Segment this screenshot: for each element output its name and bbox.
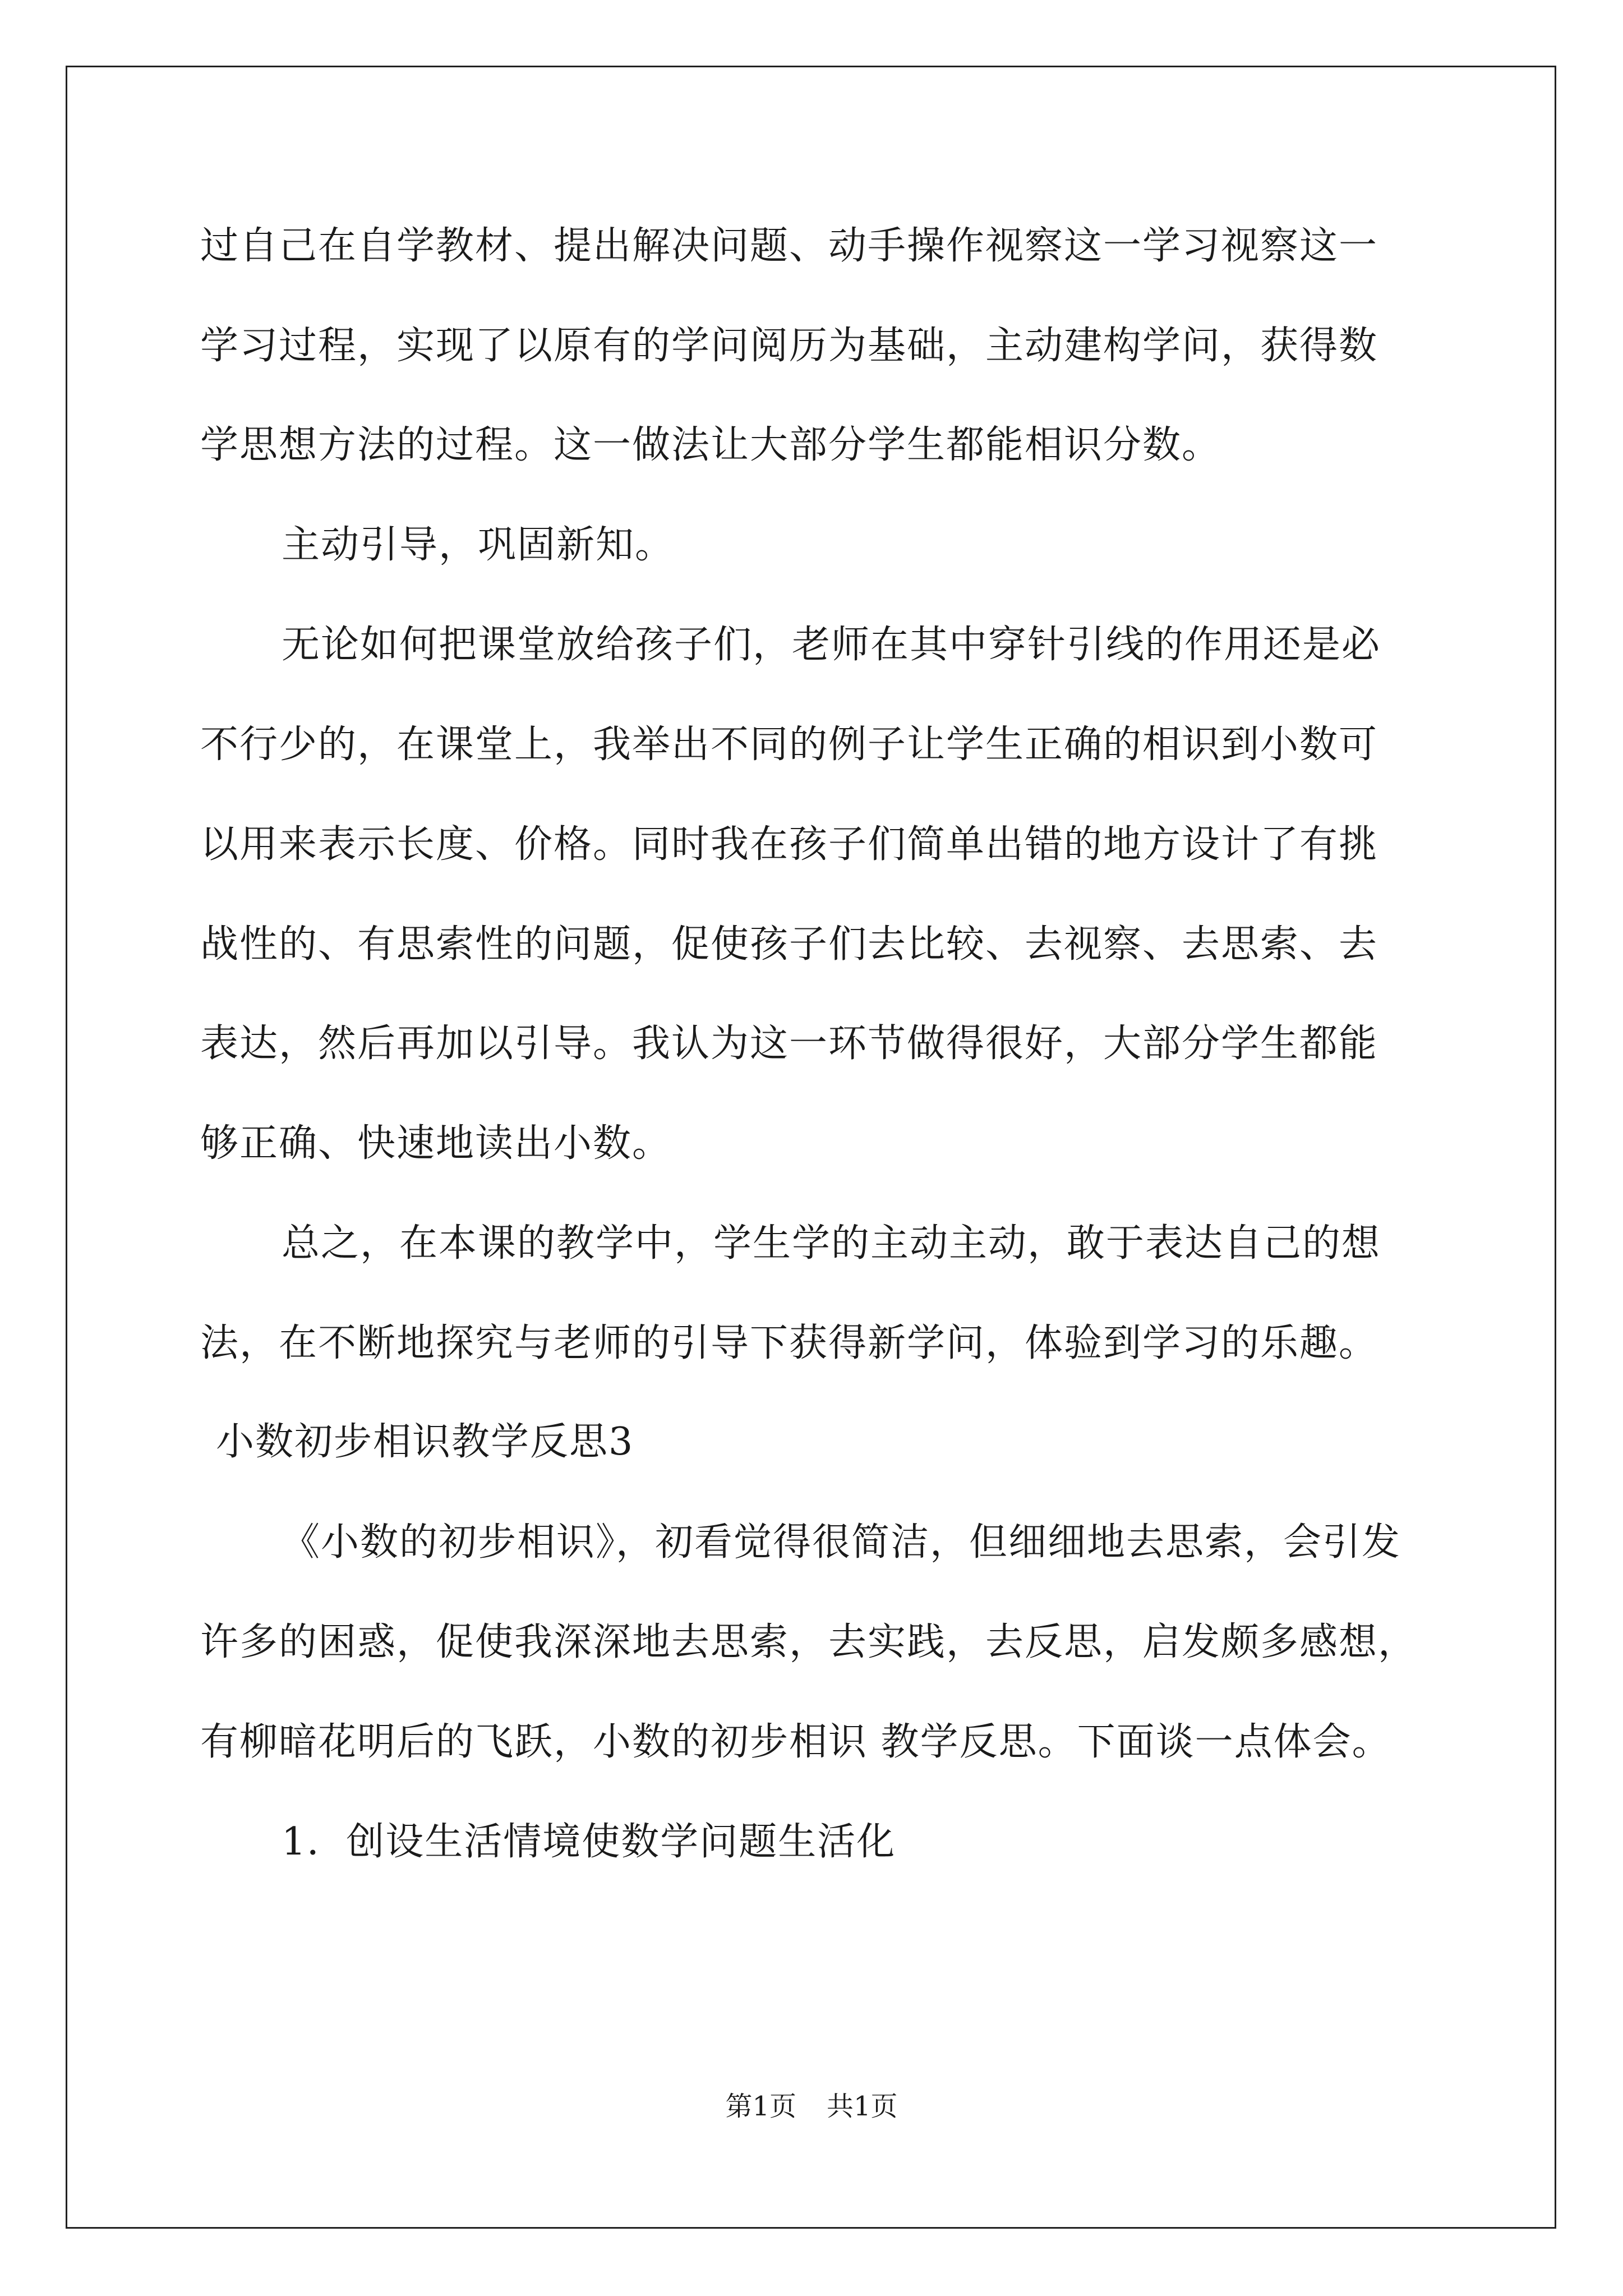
text-line: 法，在不断地探究与老师的引导下获得新学问，体验到学习的乐趣。 xyxy=(200,1321,1378,1365)
text-line: 总之，在本课的教学中，学生学的主动主动，敢于表达自己的想 xyxy=(282,1221,1381,1266)
text-line: 无论如何把课堂放给孩子们，老师在其中穿针引线的作用还是必 xyxy=(282,623,1381,667)
text-line: 不行少的，在课堂上，我举出不同的例子让学生正确的相识到小数可 xyxy=(200,723,1378,767)
text-line: 过自己在自学教材、提出解决问题、动手操作视察这一学习视察这一 xyxy=(200,224,1378,268)
section-heading: 小数初步相识教学反思3 xyxy=(216,1420,634,1464)
text-line: 学思想方法的过程。这一做法让大部分学生都能相识分数。 xyxy=(200,423,1221,467)
page-total: 共1页 xyxy=(827,2091,898,2122)
text-line: 够正确、快速地读出小数。 xyxy=(200,1121,672,1166)
list-item: 1．创设生活情境使数学问题生活化 xyxy=(282,1820,896,1864)
page-number: 第1页 xyxy=(725,2091,796,2122)
page-footer xyxy=(0,2090,1623,2123)
text-line: 有柳暗花明后的飞跃，小数的初步相识 教学反思。下面谈一点体会。 xyxy=(200,1720,1391,1764)
text-line: 许多的困惑，促使我深深地去思索，去实践，去反思，启发颇多感想， xyxy=(200,1620,1418,1664)
text-line: 学习过程，实现了以原有的学问阅历为基础，主动建构学问，获得数 xyxy=(200,324,1378,368)
text-line: 以用来表示长度、价格。同时我在孩子们简单出错的地方设计了有挑 xyxy=(200,822,1378,867)
text-line: 主动引导，巩固新知。 xyxy=(282,523,675,567)
text-line: 战性的、有思索性的问题，促使孩子们去比较、去视察、去思索、去 xyxy=(200,922,1378,967)
text-line: 表达，然后再加以引导。我认为这一环节做得很好，大部分学生都能 xyxy=(200,1022,1378,1066)
text-line: 《小数的初步相识》，初看觉得很简洁，但细细地去思索，会引发 xyxy=(282,1520,1401,1565)
